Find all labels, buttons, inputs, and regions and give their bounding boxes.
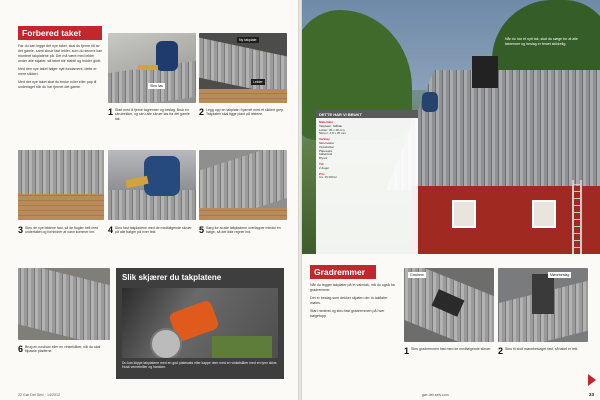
gutter-paragraph: Start nederst og skru fast gradremmen på hver bølgetopp. bbox=[310, 309, 385, 318]
photo-tag: Gradrem bbox=[410, 273, 424, 277]
cutting-box bbox=[116, 268, 284, 379]
gutter-paragraph: Når du legger takplater på et valmtak, må du også ha gradremmer. bbox=[310, 283, 395, 292]
materials-group: Tid 2 dager bbox=[319, 161, 330, 170]
intro-paragraph: Før du kan legge det nye taket, skal du fjerne litt av det gamle, samt skrue fast lekter, som du senere kan montere takplatene på. Det må være med lekter under alle skjøter, så taket blir stabilt og holder godt. bbox=[18, 44, 103, 63]
right-page bbox=[302, 0, 600, 400]
step-6-photo bbox=[18, 268, 110, 340]
step-caption: 5 Sørg for at alle takpladene overlapper mindst én bølge, så det ikke regner ind. bbox=[199, 225, 281, 235]
cutting-caption: Du kan klippe takplatene med en god platesaks eller kappe dem med en vinkelsliber med en tynn skive. Husk vernebriller og hansker. bbox=[122, 361, 278, 370]
page-number: 23 bbox=[588, 392, 594, 397]
photo-tag: Skru løs bbox=[150, 84, 163, 88]
gutter-text bbox=[310, 283, 398, 322]
step-caption: 4 Skru fast takpladene med de medfølgende skruer på alle bølger på hver lekt. bbox=[108, 225, 192, 235]
photo-tag: Ny takplate bbox=[239, 38, 257, 42]
cutting-box-title: Slik skjærer du takplatene bbox=[122, 273, 222, 282]
step-caption: 2 Skru til slutt mønebeslaget fast, så taket er tett. bbox=[498, 346, 578, 356]
gutter-heading: Gradremmer bbox=[310, 265, 376, 279]
photo-tag: Lekter bbox=[253, 80, 263, 84]
intro-paragraph: Med det nye taket skal du bruke ruller eller pap til underlaget når du har fjernet det gamle. bbox=[18, 80, 97, 89]
step-4-photo bbox=[108, 150, 196, 220]
materials-group: Materialer Takplater: Ståltak Lekter: 36 x 48 mm Skruer: 4,8 x 35 mm bbox=[319, 120, 347, 136]
intro-text bbox=[18, 44, 104, 93]
gutter-step-2-photo bbox=[498, 268, 588, 342]
materials-box bbox=[316, 110, 418, 254]
step-caption: 3 Skru de nye lektene fast, så de flugter helt med undertaket og forhindrer at vann kommer inn. bbox=[18, 225, 99, 235]
photo-tag: Mønebeslag bbox=[550, 273, 570, 277]
step-caption: 1 Skru gradremmen fast med de medfølgende skruer. bbox=[404, 346, 492, 356]
step-caption: 1 Start med å fjerne tagrenner og beslag. Bruk en skrutrekker, og skru alle skruer løs fra det gamle tak. bbox=[108, 107, 190, 121]
step-1-photo bbox=[108, 33, 196, 103]
materials-group: Verktøy Skrutrekker Vinkelsliber Platesaks Målebånd Blyant bbox=[319, 137, 335, 161]
step-5-photo bbox=[199, 150, 287, 220]
left-footer: 22 Gør Det Selv · 14/2012 bbox=[18, 393, 60, 397]
right-footer: gør-det-selv.com bbox=[422, 393, 449, 397]
materials-group: Pris Ca. 15 000 kr bbox=[319, 171, 338, 180]
step-2-photo bbox=[199, 33, 287, 103]
intro-paragraph: Med den nye taket følger nytt fundament, dette er mere sikkert. bbox=[18, 67, 97, 76]
left-page bbox=[0, 0, 298, 400]
materials-list bbox=[319, 121, 415, 182]
cutting-photo bbox=[122, 288, 278, 358]
step-3-photo bbox=[18, 150, 104, 220]
step-caption: 2 Legg opp en takplate i hjørnet med et sikkert grep. Takplaten skal ligge plant på lektene. bbox=[199, 107, 285, 117]
step-caption: 6 Brug en rundsav eller en vinkelsliber, når du skal tilpasse pladerne. bbox=[18, 344, 101, 354]
gutter-paragraph: Det er beslag som dekker skjøten der to takflater møtes. bbox=[310, 296, 388, 305]
hero-caption: Når du har et nytt tak, skal du sørge for at alle takrenner og beslag er festet skikkelig. bbox=[505, 37, 578, 46]
section-heading: Forbered taket bbox=[18, 26, 102, 40]
materials-heading: DETTE HAR VI BRUKT bbox=[316, 110, 418, 118]
next-arrow-icon bbox=[588, 374, 596, 386]
gutter-step-1-photo bbox=[404, 268, 494, 342]
